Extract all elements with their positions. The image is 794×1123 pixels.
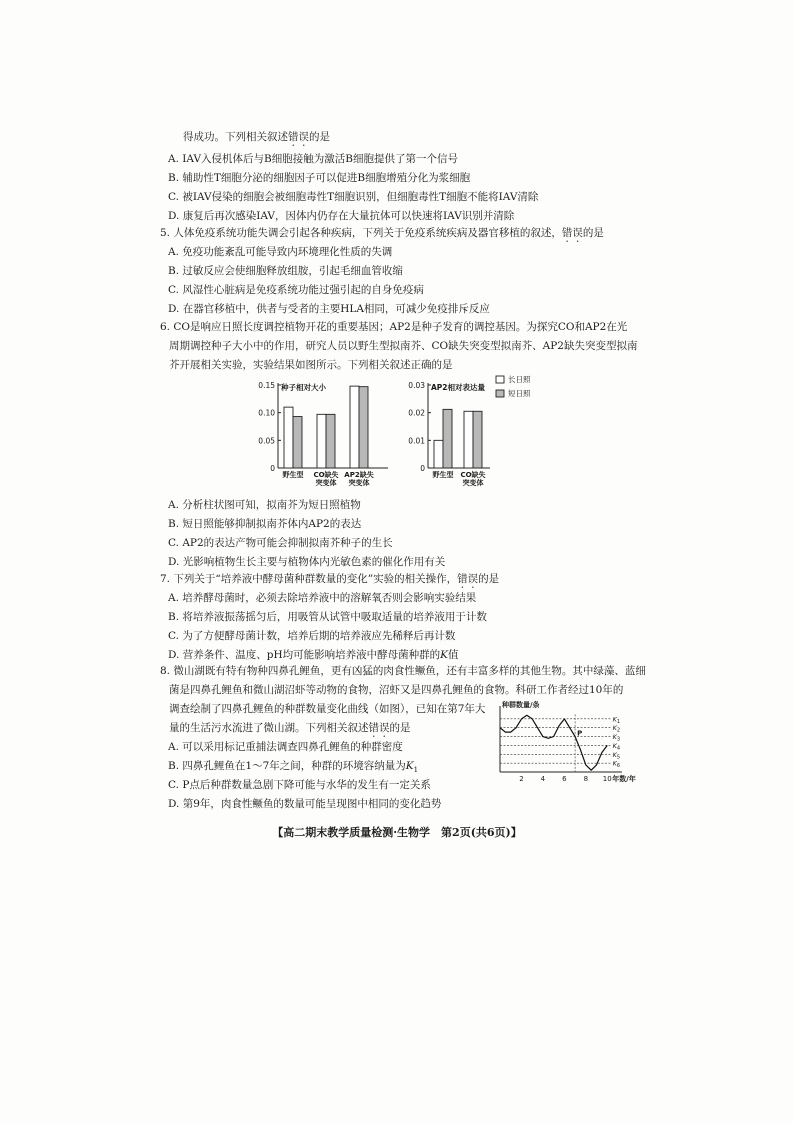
x-tick-label: 10 xyxy=(602,775,612,783)
bar xyxy=(443,409,452,468)
seed-size-bar-chart xyxy=(250,372,390,494)
q7-option-a: A. 培养酵母菌时，必须去除培养液中的溶解氧否则会影响实验结果 xyxy=(168,592,477,604)
q5-stem: 5. 人体免疫系统功能失调会引起各种疾病，下列关于免疫系统疾病及器官移植的叙述，错误的是 xyxy=(160,227,604,239)
y-tick-label: 0.02 xyxy=(408,408,425,418)
x-tick-label: 突变体 xyxy=(462,479,484,487)
bar xyxy=(350,386,359,468)
bar xyxy=(317,414,326,468)
q5-option-c: C. 风湿性心脏病是免疫系统功能过强引起的自身免疫病 xyxy=(168,284,424,296)
y-tick-label: 0 xyxy=(270,464,275,473)
y-tick-label: 0.10 xyxy=(258,408,275,418)
x-axis-label: 年数/年 xyxy=(612,775,636,783)
bar xyxy=(326,414,335,468)
q4-option-a: A. IAV入侵机体后与B细胞接触为激活B细胞提供了第一个信号 xyxy=(168,153,458,165)
q7-option-b: B. 将培养液振荡摇匀后，用吸管从试管中吸取适量的培养液用于计数 xyxy=(168,611,487,623)
x-tick-label: CO缺失 xyxy=(313,471,339,479)
q6-option-b: B. 短日照能够抑制拟南芥体内AP2的表达 xyxy=(168,518,362,530)
x-tick-label: 野生型 xyxy=(282,471,304,479)
y-tick-label: 0.15 xyxy=(258,381,275,390)
y-axis-label: 种群数量/条 xyxy=(502,701,540,709)
k-level-subscript: 6 xyxy=(616,763,621,770)
k-level-subscript: 3 xyxy=(616,736,621,743)
population-curve xyxy=(500,715,607,770)
q4-option-c: C. 被IAV侵染的细胞会被细胞毒性T细胞识别，但细胞毒性T细胞不能将IAV清除 xyxy=(168,191,539,203)
legend-label: 短日照 xyxy=(508,389,531,398)
k-level-subscript: 5 xyxy=(616,754,621,761)
q8-stem-line-1: 8. 微山湖既有特有物种四鼻孔鲤鱼，更有凶猛的肉食性鳜鱼，还有丰富多样的其他生物。其中绿藻、蓝细 xyxy=(160,665,646,677)
bar xyxy=(359,387,368,468)
x-tick-label: 4 xyxy=(540,775,546,783)
q8-stem-line-2: 菌是四鼻孔鲤鱼和微山湖沼虾等动物的食物，沼虾又是四鼻孔鲤鱼的食物。科研工作者经过10年的 xyxy=(169,684,624,696)
q7-stem: 7. 下列关于“培养液中酵母菌种群数量的变化”实验的相关操作，错误的是 xyxy=(160,573,500,585)
q5-option-d: D. 在器官移植中，供者与受者的主要HLA相同，可减少免疫排斥反应 xyxy=(168,303,490,315)
legend-label: 长日照 xyxy=(508,375,531,384)
q4-option-d: D. 康复后再次感染IAV，因体内仍存在大量抗体可以快速将IAV识别并清除 xyxy=(168,210,515,222)
point-p-label: P xyxy=(577,729,583,738)
q7-option-c: C. 为了方便酵母菌计数，培养后期的培养液应先稀释后再计数 xyxy=(168,630,456,642)
q7-option-d: D. 营养条件、温度、pH均可能影响培养液中酵母菌种群的K值 xyxy=(168,649,459,661)
legend-swatch xyxy=(496,376,504,383)
k-level-label: $K_2$ xyxy=(612,724,621,734)
q6-stem-line-3: 芥开展相关实验，实验结果如图所示。下列相关叙述正确的是 xyxy=(169,359,453,371)
q6-option-a: A. 分析柱状图可知，拟南芥为短日照植物 xyxy=(168,499,361,511)
q8-option-c: C. P点后种群数量急剧下降可能与水华的发生有一定关系 xyxy=(168,779,431,791)
x-tick-label: 野生型 xyxy=(432,471,454,479)
q6-option-d: D. 光影响植物生长主要与植物体内光敏色素的催化作用有关 xyxy=(168,556,446,568)
x-tick-label: 2 xyxy=(519,775,524,783)
y-tick-label: 0.01 xyxy=(408,436,425,446)
y-tick-label: 0.03 xyxy=(408,381,425,390)
x-tick-label: 突变体 xyxy=(348,479,370,487)
q8-option-d: D. 第9年，肉食性鳜鱼的数量可能呈现图中相同的变化趋势 xyxy=(168,798,442,810)
k-level-label: $K_1$ xyxy=(612,715,621,725)
page-footer: 【高二期末教学质量检测·生物学 第2页(共6页)】 xyxy=(272,826,522,839)
q4-stem-cont: 得成功。下列相关叙述错误的是 xyxy=(183,131,330,143)
q4-option-b: B. 辅助性T细胞分泌的细胞因子可以促进B细胞增殖分化为浆细胞 xyxy=(168,172,471,184)
bar xyxy=(464,411,473,468)
k-level-label: $K_5$ xyxy=(612,750,621,761)
x-tick-label: CO缺失 xyxy=(460,471,486,479)
q6-stem-line-2: 周期调控种子大小中的作用，研究人员以野生型拟南芥、CO缺失突变型拟南芥、AP2缺失突变型拟南 xyxy=(169,340,638,352)
x-tick-label: 突变体 xyxy=(315,479,337,487)
chart-title: 种子相对大小 xyxy=(281,383,326,392)
population-curve-chart xyxy=(492,700,642,790)
y-tick-label: 0.05 xyxy=(258,436,275,446)
k-level-subscript: 4 xyxy=(616,745,621,752)
k-level-label: $K_4$ xyxy=(612,741,621,752)
q6-stem-line-1: 6. CO是响应日照长度调控植物开花的重要基因；AP2是种子发育的调控基因。为探究CO和AP2在光 xyxy=(160,321,628,333)
q8-stem-line-4: 量的生活污水流进了微山湖。下列相关叙述错误的是 xyxy=(169,722,411,734)
bar xyxy=(293,417,302,468)
bar xyxy=(284,407,293,468)
y-tick-label: 0 xyxy=(420,464,425,473)
k-level-label: $K_3$ xyxy=(612,733,621,743)
ap2-expression-bar-chart xyxy=(398,372,548,494)
x-tick-label: 6 xyxy=(562,775,567,783)
k-level-subscript: 1 xyxy=(616,718,621,725)
q6-option-c: C. AP2的表达产物可能会抑制拟南芥种子的生长 xyxy=(168,537,393,549)
x-tick-label: 8 xyxy=(583,775,589,783)
k-level-label: $K_6$ xyxy=(612,759,621,770)
bar xyxy=(434,440,443,468)
k-level-subscript: 2 xyxy=(616,727,621,734)
legend-swatch xyxy=(496,390,504,397)
chart-title: AP2相对表达量 xyxy=(431,383,486,392)
q5-option-a: A. 免疫功能紊乱可能导致内环境理化性质的失调 xyxy=(168,246,393,258)
x-tick-label: AP2缺失 xyxy=(344,471,374,479)
bar xyxy=(473,411,482,468)
q8-stem-line-3: 调查绘制了四鼻孔鲤鱼的种群数量变化曲线（如图），已知在第7年大 xyxy=(169,703,486,715)
q5-option-b: B. 过敏反应会使细胞释放组胺，引起毛细血管收缩 xyxy=(168,265,403,277)
q8-option-b: B. 四鼻孔鲤鱼在1～7年之间，种群的环境容纳量为$K_1$ xyxy=(168,760,419,775)
q8-option-a: A. 可以采用标记重捕法调查四鼻孔鲤鱼的种群密度 xyxy=(168,741,403,753)
